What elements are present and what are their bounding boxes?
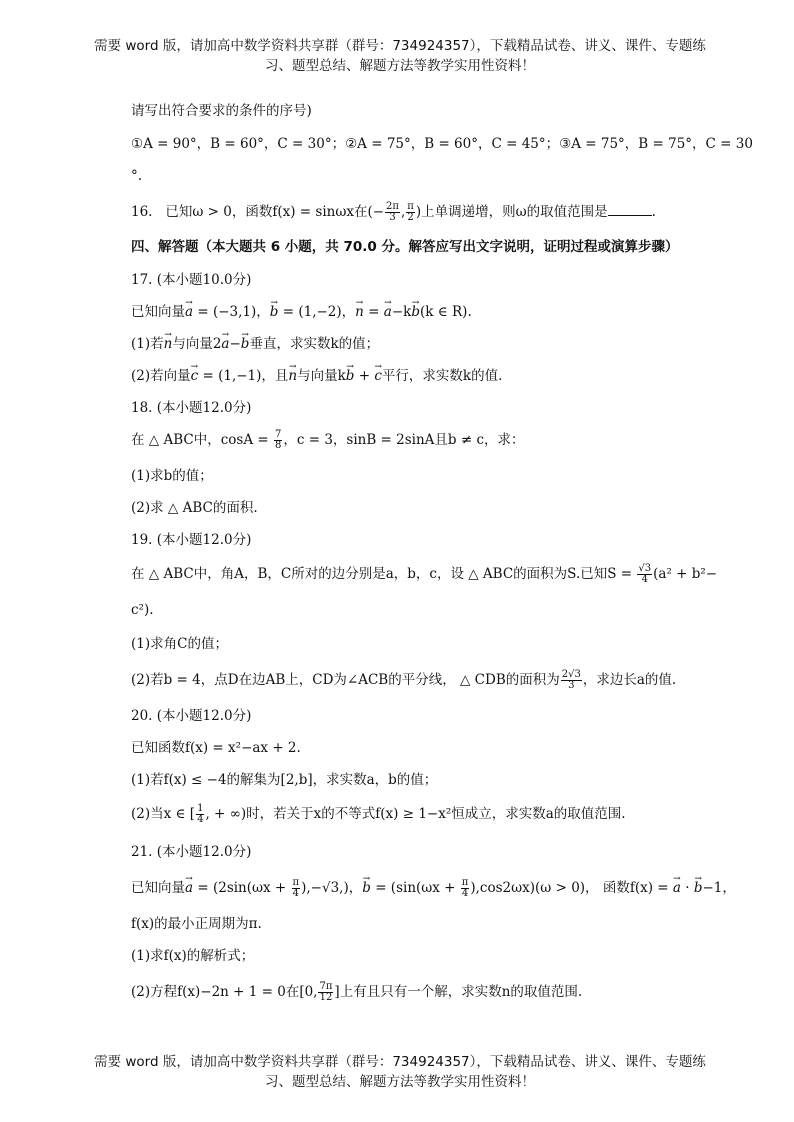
q19-heading: 19. (本小题12.0分) — [131, 532, 252, 548]
q21-part-1: (1)求f(x)的解析式； — [131, 948, 255, 964]
q18-fraction: $\frac{7}{8}$ — [274, 429, 282, 451]
vector-n: → n — [355, 302, 364, 322]
page-footer — [90, 1052, 710, 1092]
q16-fraction-1: $\frac{2\pi}{3}$ — [386, 201, 399, 223]
q21-fraction-2: $\frac{\pi}{4}$ — [461, 877, 469, 899]
q17-heading: 17. (本小题10.0分) — [131, 272, 252, 288]
q19-part-2: (2)若b = 4，点D在边AB上，CD为∠ACB的平分线， △ CDB的面积为 $\frac{2√3}{3}$ ，求边长a的值. — [131, 669, 677, 691]
q15-options-tail: °. — [131, 168, 143, 184]
q17-given: 已知向量→ a = (−3,1)，→ b = (1,−2)，→ n = → a−k→ b(k ∈ R). — [131, 302, 724, 322]
q18-given: 在 △ ABC中，cosA = $\frac{7}{8}$ ，c = 3，sinB = 2sinA且b ≠ c，求： — [131, 429, 525, 451]
section-4-heading: 四、解答题（本大题共 6 小题，共 70.0 分。解答应写出文字说明，证明过程或演算步骤） — [131, 239, 679, 255]
q19-part-2-fraction: $\frac{2√3}{3}$ — [561, 669, 581, 691]
q19-given-cont: c²). — [131, 602, 154, 618]
q17-part-1: (1)若→ n与向量2→ a−→ b垂直，求实数k的值； — [131, 334, 724, 354]
vector-c: → c — [191, 366, 199, 386]
q20-given: 已知函数f(x) = x²−ax + 2. — [131, 740, 301, 756]
q19-given: 在 △ ABC中，角A，B，C所对的边分别是a，b，c，设 △ ABC的面积为S.已知S = $\frac{√3}{4}$ (a² + b²− — [131, 563, 718, 585]
q18-heading: 18. (本小题12.0分) — [131, 400, 252, 416]
header-line-1: 需要 word 版，请加高中数学资料共享群（群号：734924357），下载精品试卷、讲义、课件、专题练 — [94, 38, 706, 54]
q20-part-2: (2)当x ∈ [ $\frac{1}{4}$ , + ∞)时，若关于x的不等式f(x) ≥ 1−x²恒成立，求实数a的取值范围. — [131, 803, 626, 825]
q20-fraction: $\frac{1}{4}$ — [197, 803, 204, 825]
q18-part-1: (1)求b的值； — [131, 468, 213, 484]
q17-part-2: (2)若向量→ c = (1,−1)，且→ n与向量k→ b + → c平行，求实数k的值. — [131, 366, 724, 386]
vector-a: → a — [185, 302, 193, 322]
q16-fraction-2: $\frac{\pi}{2}$ — [407, 201, 414, 223]
footer-line-1: 需要 word 版，请加高中数学资料共享群（群号：734924357），下载精品试卷、讲义、课件、专题练 — [94, 1054, 706, 1070]
q21-given: 已知向量→ a = (2sin(ωx + $\frac{\pi}{4}$ ),−√3,)，→ b = (sin(ωx + $\frac{\pi}{4}$ ),cos2ωx)(ω > 0)， 函数f(x) = → a · → b−1， — [131, 878, 724, 899]
q18-part-2: (2)求 △ ABC的面积. — [131, 500, 258, 516]
answer-blank — [608, 203, 652, 216]
q21-heading: 21. (本小题12.0分) — [131, 844, 252, 860]
footer-line-2: 习、题型总结、解题方法等教学实用性资料！ — [265, 1074, 535, 1090]
q20-heading: 20. (本小题12.0分) — [131, 708, 252, 724]
q19-fraction: $\frac{√3}{4}$ — [638, 563, 652, 585]
q21-part-2-fraction: $\frac{7\pi}{12}$ — [319, 981, 333, 1003]
q16-text: 16. 已知ω > 0，函数f(x) = sinωx在(− $\frac{2\pi}{3}$ , $\frac{\pi}{2}$ )上单调递增，则ω的取值范围是 . — [131, 201, 656, 223]
q15-options: ①A = 90°，B = 60°，C = 30°；②A = 75°，B = 60°，C = 45°；③A = 75°，B = 75°，C = 30 — [131, 136, 753, 152]
q16-number: 16. — [131, 204, 153, 220]
page-header — [90, 36, 710, 76]
vector-b: → b — [270, 302, 279, 322]
q19-part-1: (1)求角C的值； — [131, 636, 228, 652]
q21-given-cont: f(x)的最小正周期为π. — [131, 916, 262, 932]
header-line-2: 习、题型总结、解题方法等教学实用性资料！ — [265, 58, 535, 74]
q21-part-2: (2)方程f(x)−2n + 1 = 0在[0, $\frac{7\pi}{12}$ ]上有且只有一个解，求实数n的取值范围. — [131, 981, 583, 1003]
q21-fraction-1: $\frac{\pi}{4}$ — [292, 877, 300, 899]
q20-part-1: (1)若f(x) ≤ −4的解集为[2,b]，求实数a，b的值； — [131, 772, 438, 788]
q15-instruction: 请写出符合要求的条件的序号) — [131, 103, 312, 119]
